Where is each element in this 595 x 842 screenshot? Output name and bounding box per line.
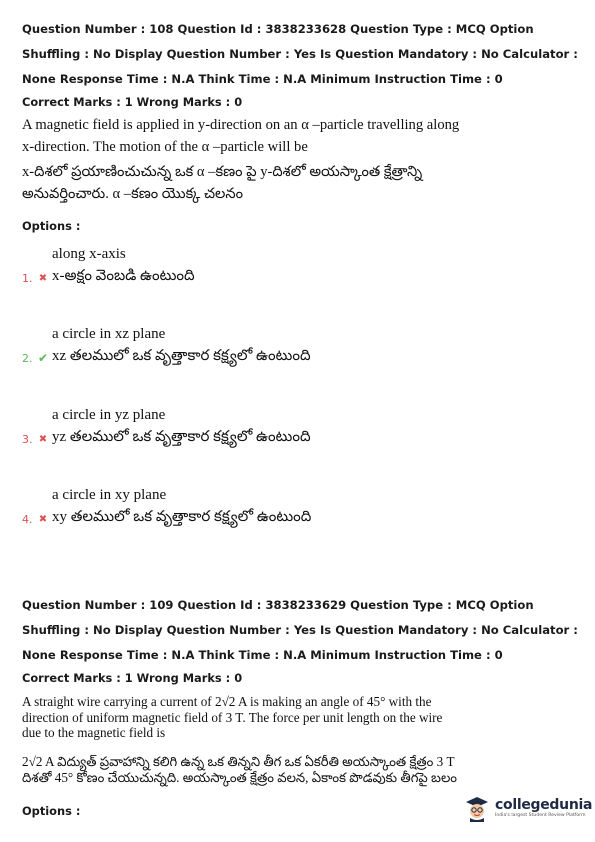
option-3-number: 3.: [22, 432, 33, 446]
logo-name: collegedunia: [495, 796, 593, 813]
option-2-english: a circle in xz plane: [52, 326, 166, 342]
question-109-meta: Question Number : 109 Question Id : 3838233629 Question Type : MCQ Option Shuffling : No Display Question Number : Yes Is Question Mandatory : No Calculator : None Response Time : N.A Think Time : N.A Minimum Instruction Time : 0: [22, 598, 578, 662]
option-3-telugu: yz తలములో ఒక వృత్తాకార కక్ష్యలో ఉంటుంది: [52, 429, 311, 445]
question-109-text-english: A straight wire carrying a current of 2√2 A is making an angle of 45° with the direction of uniform magnetic field of 3 T. The force per unit length on the wire due to the magnetic field is: [22, 694, 443, 740]
option-4-telugu: xy తలములో ఒక వృత్తాకార కక్ష్యలో ఉంటుంది: [52, 509, 312, 525]
option-1-english: along x-axis: [52, 246, 126, 262]
cross-icon: ✖: [38, 433, 48, 445]
question-109-options-label: Options :: [22, 804, 81, 818]
cross-icon: ✖: [38, 272, 48, 284]
question-109-marks: Correct Marks : 1 Wrong Marks : 0: [22, 671, 243, 685]
question-108-marks: Correct Marks : 1 Wrong Marks : 0: [22, 95, 243, 109]
question-108-meta: Question Number : 108 Question Id : 3838233628 Question Type : MCQ Option Shuffling : No Display Question Number : Yes Is Question Mandatory : No Calculator : None Response Time : N.A Think Time : N.A Minimum Instruction Time : 0: [22, 22, 578, 86]
option-4-number: 4.: [22, 512, 33, 526]
question-109-text-telugu: 2√2 A విద్యుత్ ప్రవాహాన్ని కలిగి ఉన్న ఒక తిన్నని తీగ ఒక ఏకరీతి అయస్కాంత క్షేత్రం 3 T దిశతో 45° కోణం చేయుచున్నది. అయస్కాంత క్షేత్రం వలన, ఏకాంక పొడవుకు తీగపై బలం: [22, 754, 457, 785]
option-2[interactable]: [22, 347, 311, 369]
option-2-telugu: xz తలములో ఒక వృత్తాకార కక్ష్యలో ఉంటుంది: [52, 348, 311, 364]
question-108-options-label: Options :: [22, 219, 81, 233]
option-1[interactable]: [22, 267, 195, 289]
check-icon: ✔: [37, 351, 49, 365]
option-2-number: 2.: [22, 351, 33, 365]
option-3[interactable]: [22, 428, 311, 450]
collegedunia-logo: [463, 790, 593, 826]
question-108-text-english: A magnetic field is applied in y-direction on an α –particle travelling along x-direction. The motion of the α –particle will be: [22, 117, 460, 155]
option-1-number: 1.: [22, 271, 33, 285]
cross-icon: ✖: [38, 513, 48, 525]
option-4[interactable]: [22, 508, 311, 530]
question-108-text-telugu: x-దిశలో ప్రయాణించుచున్న ఒక α –కణం పై y-దిశలో అయస్కాంత క్షేత్రాన్ని అనువర్తించారు. α –కణం యొక్క చలనం: [22, 164, 423, 202]
option-4-english: a circle in xy plane: [52, 487, 167, 503]
option-1-telugu: x-అక్షం వెంబడి ఉంటుంది: [52, 268, 195, 284]
graduate-mascot-icon: [463, 794, 491, 822]
option-3-english: a circle in yz plane: [52, 407, 166, 423]
logo-tagline: India's largest Student Review Platform: [495, 812, 586, 818]
